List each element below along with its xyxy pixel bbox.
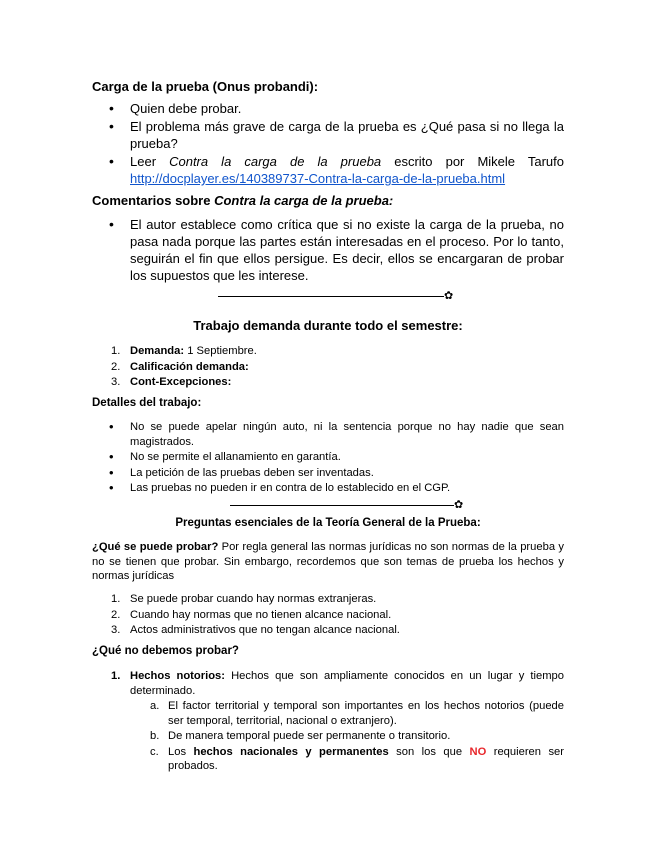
list-item xyxy=(92,375,564,390)
list-item xyxy=(92,344,564,359)
list-item xyxy=(92,592,564,607)
item-text: Las pruebas no pueden ir en contra de lo establecido en el CGP. xyxy=(130,482,451,494)
item-label: Hechos notorios: xyxy=(130,670,225,682)
section-divider xyxy=(218,291,458,303)
item-letter: c. xyxy=(150,745,159,758)
item-text: escrito por Mikele Tarufo xyxy=(381,154,564,169)
list-comentarios xyxy=(92,216,564,285)
item-number: 1. xyxy=(111,670,121,682)
list-que-se-puede-probar xyxy=(92,592,564,639)
item-label: Cont-Excepciones: xyxy=(130,376,232,388)
item-text: La petición de las pruebas deben ser inventadas. xyxy=(130,466,374,479)
heading-comentarios xyxy=(92,193,564,208)
list-item xyxy=(92,481,564,496)
item-number: 2. xyxy=(111,608,121,621)
item-label: Calificación demanda: xyxy=(130,360,249,373)
list-trabajo-demanda xyxy=(92,344,564,391)
list-item xyxy=(92,153,564,187)
item-text: Cuando hay normas que no tienen alcance nacional. xyxy=(130,608,392,621)
list-item xyxy=(92,608,564,623)
item-text: Hechos que son ampliamente conocidos en un lugar y tiempo determinado. xyxy=(130,670,564,697)
item-number: 3. xyxy=(111,376,121,388)
item-number: 1. xyxy=(111,345,121,357)
list-detalles xyxy=(92,420,564,497)
item-text: Actos administrativos que no tengan alcance nacional. xyxy=(130,624,400,636)
item-number: 3. xyxy=(111,624,121,636)
item-text: El factor territorial y temporal son importantes en los hechos notorios (puede ser temporal, territorial, nacional o extranjero). xyxy=(168,700,564,727)
divider-line xyxy=(218,296,444,297)
list-item xyxy=(92,216,564,284)
item-text: No se puede apelar ningún auto, ni la sentencia porque no hay nadie que sean magistrados. xyxy=(130,421,564,448)
list-item xyxy=(92,100,564,117)
list-item xyxy=(92,669,564,698)
item-number: 1. xyxy=(111,593,121,605)
docplayer-link[interactable]: http://docplayer.es/140389737-Contra-la-carga-de-la-prueba.html xyxy=(130,171,506,186)
item-text: son los que xyxy=(388,745,470,758)
item-text: requieren ser probados. xyxy=(168,745,564,772)
heading-preguntas: Preguntas esenciales de la Teoría General de la Prueba: xyxy=(175,517,481,529)
question-label: ¿Qué se puede probar? xyxy=(92,541,219,553)
list-item xyxy=(92,466,564,481)
book-title: Contra la carga de la prueba xyxy=(169,154,382,169)
paragraph-text: Por regla general las normas jurídicas no son normas de la prueba y no se tienen que probar. Sin embargo, recordemos que son temas de prueba los hechos y normas jurídicas xyxy=(92,541,564,582)
list-item xyxy=(92,699,564,728)
flower-icon: ✿ xyxy=(444,290,454,302)
item-text: El autor establece como crítica que si no existe la carga de la prueba, no pasa nada porque las partes están interesadas en el proceso. Por lo tanto, seguirán el fin que ellos persigue. Es decir, ellos se encargaran de probar los supuestos que les interese. xyxy=(130,217,564,283)
divider-line xyxy=(230,505,454,506)
list-item xyxy=(92,450,564,465)
list-item xyxy=(92,623,564,638)
list-item xyxy=(92,118,564,152)
item-letter: b. xyxy=(150,730,160,742)
item-text: Leer xyxy=(130,154,170,169)
heading-detalles: Detalles del trabajo: xyxy=(92,397,202,409)
flower-icon: ✿ xyxy=(454,499,464,511)
item-text: De manera temporal puede ser permanente o transitorio. xyxy=(168,730,451,742)
item-text: El problema más grave de carga de la prueba es ¿Qué pasa si no llega la prueba? xyxy=(130,119,564,151)
heading-carga-prueba: Carga de la prueba (Onus probandi): xyxy=(92,79,319,94)
item-text: Se puede probar cuando hay normas extranjeras. xyxy=(130,593,377,605)
sublist-hechos-notorios xyxy=(92,699,564,775)
item-text: Los xyxy=(168,745,194,758)
heading-title: Contra la carga de la prueba: xyxy=(214,193,394,208)
item-text: Quien debe probar. xyxy=(130,101,242,116)
item-letter: a. xyxy=(150,700,160,712)
item-bold-text: hechos nacionales y permanentes xyxy=(193,745,389,758)
list-item xyxy=(92,745,564,774)
item-label: Demanda: xyxy=(130,345,185,357)
item-number: 2. xyxy=(111,360,121,373)
heading-text: Comentarios sobre xyxy=(92,193,215,208)
list-item xyxy=(92,360,564,375)
item-text: No se permite el allanamiento en garantía. xyxy=(130,451,341,463)
list-que-no-probar xyxy=(92,669,564,699)
heading-trabajo-demanda: Trabajo demanda durante todo el semestre: xyxy=(193,318,463,333)
list-carga-prueba xyxy=(92,100,564,188)
paragraph-que-se-puede-probar xyxy=(92,540,564,584)
list-item xyxy=(92,729,564,744)
emphasis-no: NO xyxy=(469,745,487,758)
list-item xyxy=(92,420,564,449)
item-value: 1 Septiembre. xyxy=(184,345,257,357)
heading-que-no-probar: ¿Qué no debemos probar? xyxy=(92,645,239,657)
section-divider xyxy=(230,500,470,512)
